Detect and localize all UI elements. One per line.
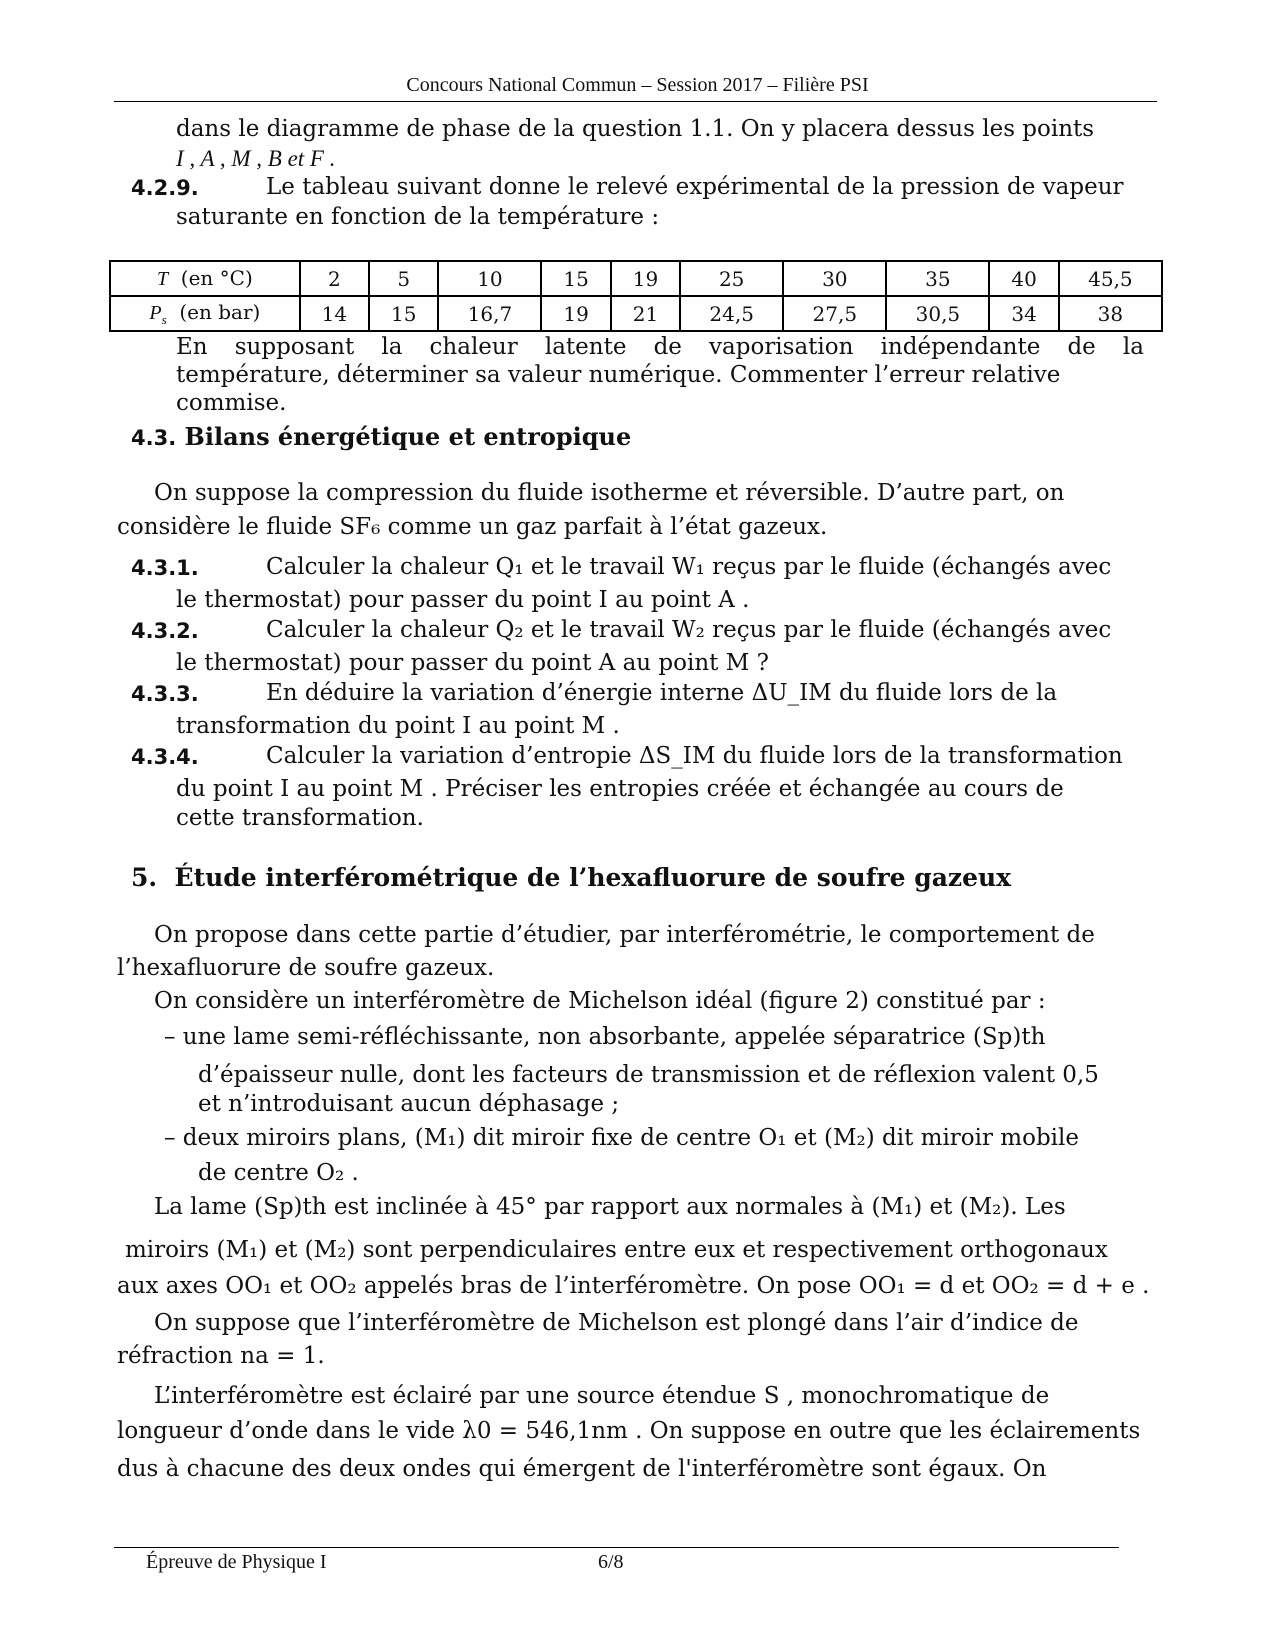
- s43-paragraph-2: considère le fluide SF₆ comme un gaz parfait à l’état gazeux.: [117, 514, 828, 540]
- q429-number: 4.2.9.: [131, 176, 199, 200]
- table-cell: 40: [989, 261, 1058, 296]
- q429-after-1: En supposant la chaleur latente de vaporisation indépendante de la: [176, 334, 1144, 360]
- intro-line-1: dans le diagramme de phase de la question 1.1. On y placera dessus les points: [176, 116, 1095, 142]
- page-header: Concours National Commun – Session 2017 – Filière PSI: [406, 74, 869, 96]
- table-cell: 30,5: [886, 296, 989, 331]
- section-heading-5: 5. Étude interférométrique de l’hexafluorure de soufre gazeux: [131, 863, 1012, 892]
- q434-line-2: du point I au point M . Préciser les entropies créée et échangée au cours de: [176, 776, 1064, 802]
- intro-line-2: I , A , M , B et F .: [176, 146, 336, 171]
- table-cell: 38: [1059, 296, 1162, 331]
- q429-line-1: Le tableau suivant donne le relevé expérimental de la pression de vapeur: [266, 174, 1124, 200]
- table-cell: 25: [680, 261, 783, 296]
- s43-paragraph-1: On suppose la compression du fluide isotherme et réversible. D’autre part, on: [154, 480, 1065, 506]
- q431-number: 4.3.1.: [131, 556, 199, 580]
- q434-number: 4.3.4.: [131, 745, 199, 769]
- bullet-2-line-2: de centre O₂ .: [198, 1160, 359, 1186]
- table-cell: 21: [611, 296, 680, 331]
- table-cell: 10: [438, 261, 541, 296]
- s5-paragraph-2: On considère un interféromètre de Michelson idéal (figure 2) constitué par :: [154, 988, 1046, 1014]
- q431-line-2: le thermostat) pour passer du point I au point A .: [176, 587, 750, 613]
- bullet-1-line-2: d’épaisseur nulle, dont les facteurs de transmission et de réflexion valent 0,5: [198, 1062, 1099, 1088]
- s5-paragraph-4b: réfraction na = 1.: [117, 1343, 325, 1369]
- vapor-pressure-table: [109, 260, 1163, 332]
- q433-number: 4.3.3.: [131, 682, 199, 706]
- s5-paragraph-5c: dus à chacune des deux ondes qui émergent de l'interféromètre sont égaux. On: [117, 1456, 1047, 1482]
- table-cell: 19: [541, 296, 610, 331]
- s5-paragraph-3b: miroirs (M₁) et (M₂) sont perpendiculaires entre eux et respectivement orthogonaux: [125, 1237, 1108, 1263]
- row-label-pressure: $P_s$ (en bar): [110, 296, 300, 331]
- footer-title: Épreuve de Physique I: [146, 1551, 327, 1573]
- q429-line-2: saturante en fonction de la température :: [176, 204, 660, 230]
- table-cell: 15: [369, 296, 438, 331]
- table-cell: 27,5: [783, 296, 886, 331]
- q429-after-3: commise.: [176, 390, 287, 416]
- table-cell: 35: [886, 261, 989, 296]
- table-cell: 16,7: [438, 296, 541, 331]
- s5-paragraph-5b: longueur d’onde dans le vide λ0 = 546,1nm . On suppose en outre que les éclairements: [117, 1418, 1141, 1444]
- row-label-temperature: T (en °C): [110, 261, 300, 296]
- s5-paragraph-3c: aux axes OO₁ et OO₂ appelés bras de l’interféromètre. On pose OO₁ = d et OO₂ = d + e .: [117, 1273, 1150, 1299]
- q431-line-1: Calculer la chaleur Q₁ et le travail W₁ reçus par le fluide (échangés avec: [266, 554, 1112, 580]
- bullet-1-line-3: et n’introduisant aucun déphasage ;: [198, 1091, 620, 1117]
- s5-paragraph-5a: L’interféromètre est éclairé par une source étendue S , monochromatique de: [154, 1383, 1050, 1409]
- page-number: 6/8: [598, 1551, 624, 1573]
- q432-number: 4.3.2.: [131, 619, 199, 643]
- q433-line-2: transformation du point I au point M .: [176, 713, 620, 739]
- table-row-pressure: [110, 296, 1162, 331]
- q433-line-1: En déduire la variation d’énergie interne ΔU_IM du fluide lors de la: [266, 680, 1058, 706]
- q434-line-1: Calculer la variation d’entropie ΔS_IM du fluide lors de la transformation: [266, 743, 1123, 769]
- footer-rule: [114, 1547, 1119, 1548]
- q434-line-3: cette transformation.: [176, 805, 424, 831]
- s5-paragraph-3a: La lame (Sp)th est inclinée à 45° par rapport aux normales à (M₁) et (M₂). Les: [154, 1194, 1066, 1220]
- table-cell: 30: [783, 261, 886, 296]
- section-heading-4-3: 4.3. Bilans énergétique et entropique: [131, 422, 632, 451]
- table-cell: 15: [541, 261, 610, 296]
- header-rule: [114, 101, 1157, 102]
- q432-line-1: Calculer la chaleur Q₂ et le travail W₂ reçus par le fluide (échangés avec: [266, 617, 1112, 643]
- bullet-2-line-1: – deux miroirs plans, (M₁) dit miroir fixe de centre O₁ et (M₂) dit miroir mobile: [164, 1125, 1080, 1151]
- table-cell: 24,5: [680, 296, 783, 331]
- table-cell: 19: [611, 261, 680, 296]
- s5-paragraph-4a: On suppose que l’interféromètre de Michelson est plongé dans l’air d’indice de: [154, 1310, 1079, 1336]
- table-cell: 34: [989, 296, 1058, 331]
- table-cell: 2: [300, 261, 369, 296]
- s5-paragraph-1b: l’hexafluorure de soufre gazeux.: [117, 955, 495, 981]
- q432-line-2: le thermostat) pour passer du point A au point M ?: [176, 650, 769, 676]
- table-cell: 14: [300, 296, 369, 331]
- table-cell: 45,5: [1059, 261, 1162, 296]
- table-cell: 5: [369, 261, 438, 296]
- table-row-temperature: [110, 261, 1162, 296]
- s5-paragraph-1a: On propose dans cette partie d’étudier, par interférométrie, le comportement de: [154, 922, 1095, 948]
- bullet-1-line-1: – une lame semi-réfléchissante, non absorbante, appelée séparatrice (Sp)th: [164, 1024, 1046, 1050]
- q429-after-2: température, déterminer sa valeur numérique. Commenter l’erreur relative: [176, 362, 1061, 388]
